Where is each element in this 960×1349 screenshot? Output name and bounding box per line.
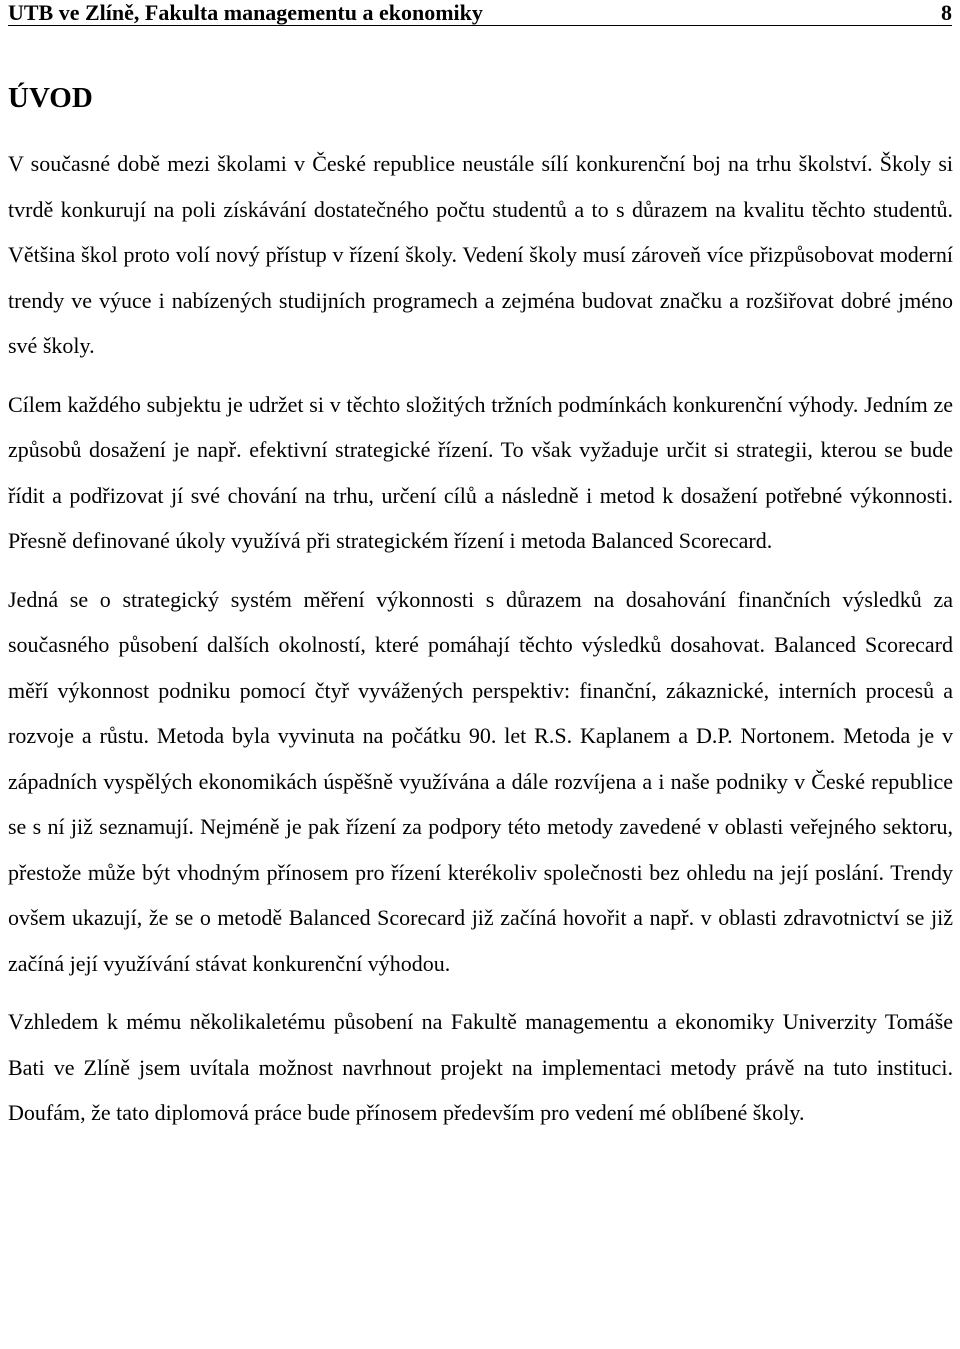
paragraph-3: Jedná se o strategický systém měření výkonnosti s důrazem na dosahování finančních výsledků za současného působení dalších okolností, které pomáhají těchto výsledků dosahovat. Balanced Scorecard měří výkonnost podniku pomocí čtyř vyvážených perspektiv: finanční, zákaznické, interních procesů a rozvoje a růstu. Metoda byla vyvinuta na počátku 90. let R.S. Kaplanem a D.P. Nortonem. Metoda je v západních vyspělých ekonomikách úspěšně využívána a dále rozvíjena a i naše podniky v České republice se s ní již seznamují. Nejméně je pak řízení za podpory této metody zavedené v oblasti veřejného sektoru, přestože může být vhodným přínosem pro řízení kterékoliv společnosti bez ohledu na její poslání. Trendy ovšem ukazují, že se o metodě Balanced Scorecard již začíná hovořit a např. v oblasti zdravotnictví se již začíná její využívání stávat konkurenční výhodou. bbox=[8, 586, 953, 976]
section-title: ÚVOD bbox=[8, 82, 93, 114]
page-number: 8 bbox=[941, 0, 952, 25]
page-header bbox=[8, 0, 952, 26]
paragraph-4: Vzhledem k mému několikaletému působení na Fakultě managementu a ekonomiky Univerzity Tomáše Bati ve Zlíně jsem uvítala možnost navrhnout projekt na implementaci metody právě na tuto instituci. Doufám, že tato diplomová práce bude přínosem především pro vedení mé oblíbené školy. bbox=[8, 1009, 953, 1125]
paragraph-2: Cílem každého subjektu je udržet si v těchto složitých tržních podmínkách konkurenční výhody. Jedním ze způsobů dosažení je např. efektivní strategické řízení. To však vyžaduje určit si strategii, kterou se bude řídit a podřizovat jí své chování na trhu, určení cílů a následně i metod k dosažení potřebné výkonnosti. Přesně definované úkoly využívá při strategickém řízení i metoda Balanced Scorecard. bbox=[8, 391, 953, 553]
paragraph-1: V současné době mezi školami v České republice neustále sílí konkurenční boj na trhu školství. Školy si tvrdě konkurují na poli získávání dostatečného počtu studentů a to s důrazem na kvalitu těchto studentů. Většina škol proto volí nový přístup v řízení školy. Vedení školy musí zároveň více přizpůsobovat moderní trendy ve výuce i nabízených studijních programech a zejména budovat značku a rozšiřovat dobré jméno své školy. bbox=[8, 151, 953, 358]
body-text bbox=[8, 141, 953, 1149]
institution-name: UTB ve Zlíně, Fakulta managementu a ekonomiky bbox=[8, 0, 483, 25]
